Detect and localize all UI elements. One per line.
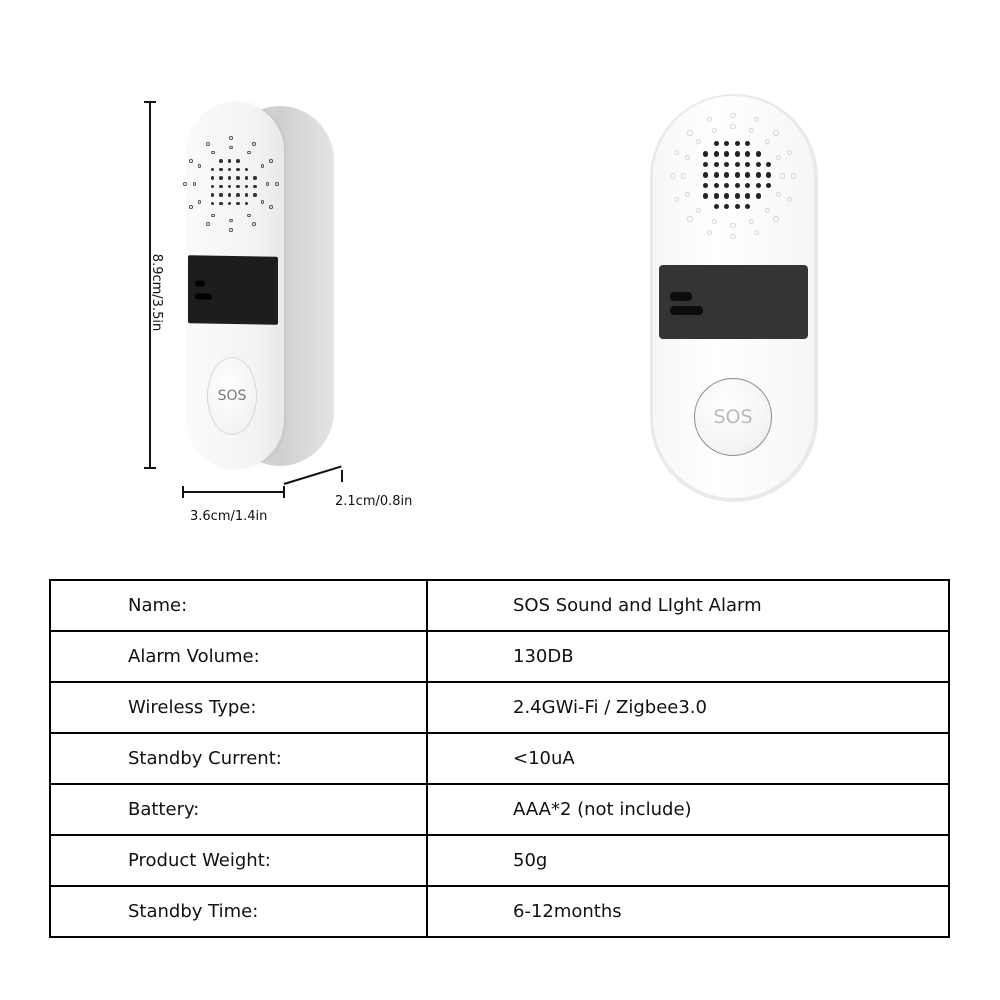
- led-slot-icon: [195, 293, 212, 299]
- speaker-grille-icon: [186, 102, 284, 252]
- table-row: [50, 886, 949, 937]
- sos-button-side: [207, 357, 257, 435]
- spec-label: Product Weight:: [50, 835, 427, 886]
- spec-value: AAA*2 (not include): [427, 784, 949, 835]
- width-dimension-cap-right: [283, 486, 285, 498]
- table-row: [50, 835, 949, 886]
- spec-value: <10uA: [427, 733, 949, 784]
- table-row: [50, 784, 949, 835]
- spec-label: Name:: [50, 580, 427, 631]
- sos-button-front: [694, 378, 772, 456]
- depth-dimension-line: [284, 466, 342, 485]
- indicator-panel: [188, 255, 278, 325]
- spec-table: [49, 579, 950, 938]
- depth-dimension-label: 2.1cm/0.8in: [335, 494, 413, 509]
- height-dimension-label: 8.9cm/3.5in: [149, 253, 165, 332]
- table-row: [50, 682, 949, 733]
- spec-value: 130DB: [427, 631, 949, 682]
- table-row: [50, 580, 949, 631]
- sos-button-label: SOS: [713, 406, 753, 428]
- spec-value: 2.4GWi-Fi / Zigbee3.0: [427, 682, 949, 733]
- spec-label: Standby Time:: [50, 886, 427, 937]
- spec-value: 50g: [427, 835, 949, 886]
- height-dimension-cap-top: [144, 101, 156, 103]
- led-slot-icon: [670, 306, 703, 315]
- spec-value: SOS Sound and LIght Alarm: [427, 580, 949, 631]
- led-slot-icon: [195, 280, 205, 286]
- table-row: [50, 631, 949, 682]
- table-row: [50, 733, 949, 784]
- led-slot-icon: [670, 292, 692, 301]
- height-dimension-cap-bottom: [144, 467, 156, 469]
- spec-label: Wireless Type:: [50, 682, 427, 733]
- spec-value: 6-12months: [427, 886, 949, 937]
- spec-label: Standby Current:: [50, 733, 427, 784]
- indicator-panel: [659, 265, 808, 339]
- speaker-grille-icon: [653, 96, 814, 256]
- spec-label: Alarm Volume:: [50, 631, 427, 682]
- sos-button-label: SOS: [217, 388, 247, 404]
- width-dimension-line: [183, 491, 284, 493]
- width-dimension-label: 3.6cm/1.4in: [190, 509, 268, 524]
- depth-dimension-cap: [341, 470, 343, 482]
- spec-label: Battery:: [50, 784, 427, 835]
- width-dimension-cap-left: [182, 486, 184, 498]
